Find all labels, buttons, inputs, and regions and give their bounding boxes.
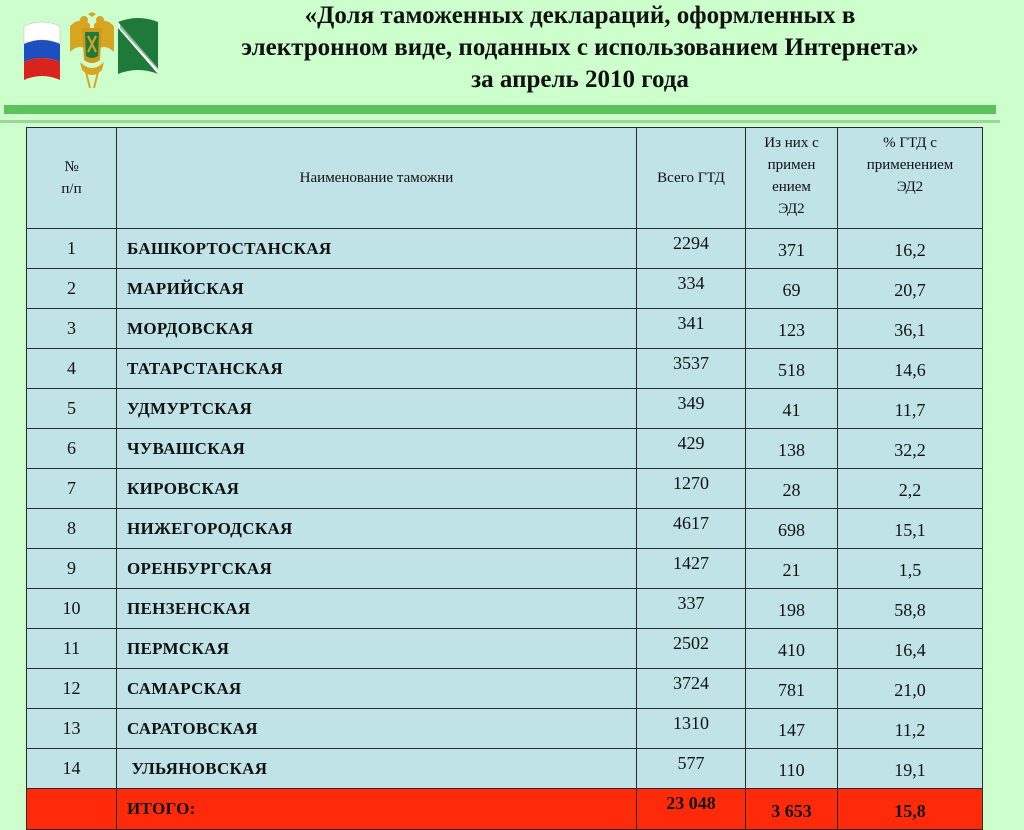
cell-name: БАШКОРТОСТАНСКАЯ: [117, 229, 637, 269]
cell-total: 4617: [637, 509, 746, 549]
cell-ed2: 69: [746, 269, 838, 309]
table-row: [27, 229, 983, 269]
cell-total: 1427: [637, 549, 746, 589]
table-row: [27, 469, 983, 509]
table-row: [27, 309, 983, 349]
cell-pct: 16,4: [838, 629, 983, 669]
header-total: Всего ГТД: [637, 128, 746, 229]
cell-pct: 11,2: [838, 709, 983, 749]
table-row: [27, 549, 983, 589]
table-row: [27, 669, 983, 709]
cell-num: 10: [27, 589, 117, 629]
cell-total: 429: [637, 429, 746, 469]
cell-ed2: 28: [746, 469, 838, 509]
table-row: [27, 629, 983, 669]
cell-ed2: 198: [746, 589, 838, 629]
cell-name: КИРОВСКАЯ: [117, 469, 637, 509]
header-ed2: Из них с примен ением ЭД2: [746, 128, 838, 229]
cell-name: ОРЕНБУРГСКАЯ: [117, 549, 637, 589]
cell-num: 2: [27, 269, 117, 309]
cell-pct: 2,2: [838, 469, 983, 509]
cell-name: ЧУВАШСКАЯ: [117, 429, 637, 469]
cell-total: 3724: [637, 669, 746, 709]
cell-name: УДМУРТСКАЯ: [117, 389, 637, 429]
cell-ed2: 410: [746, 629, 838, 669]
title-line-3: за апрель 2010 года: [471, 66, 689, 93]
cell-num: 13: [27, 709, 117, 749]
summary-total: 23 048: [637, 789, 746, 830]
cell-name: САРАТОВСКАЯ: [117, 709, 637, 749]
cell-name: МАРИЙСКАЯ: [117, 269, 637, 309]
summary-label: ИТОГО:: [117, 789, 637, 830]
header-num: № п/п: [27, 128, 117, 229]
cell-num: 3: [27, 309, 117, 349]
cell-total: 2502: [637, 629, 746, 669]
table-row: [27, 349, 983, 389]
cell-pct: 20,7: [838, 269, 983, 309]
cell-name: НИЖЕГОРОДСКАЯ: [117, 509, 637, 549]
cell-pct: 1,5: [838, 549, 983, 589]
table-row: [27, 269, 983, 309]
cell-total: 337: [637, 589, 746, 629]
cell-pct: 14,6: [838, 349, 983, 389]
cell-num: 8: [27, 509, 117, 549]
cell-total: 577: [637, 749, 746, 789]
cell-num: 14: [27, 749, 117, 789]
cell-pct: 21,0: [838, 669, 983, 709]
cell-pct: 16,2: [838, 229, 983, 269]
table-row: [27, 709, 983, 749]
cell-ed2: 138: [746, 429, 838, 469]
title-line-2: электронном виде, поданных с использованием Интернета»: [241, 34, 919, 61]
eagle-emblem-icon: [70, 12, 114, 88]
cell-num: 6: [27, 429, 117, 469]
cell-num: 5: [27, 389, 117, 429]
cell-name: ТАТАРСТАНСКАЯ: [117, 349, 637, 389]
customs-table: [26, 127, 983, 830]
cell-num: 7: [27, 469, 117, 509]
header-name: Наименование таможни: [117, 128, 637, 229]
table-header-row: [27, 128, 983, 229]
table-row: [27, 749, 983, 789]
cell-ed2: 698: [746, 509, 838, 549]
cell-ed2: 21: [746, 549, 838, 589]
cell-total: 2294: [637, 229, 746, 269]
cell-pct: 19,1: [838, 749, 983, 789]
cell-total: 341: [637, 309, 746, 349]
header-pct: % ГТД с применением ЭД2: [838, 128, 983, 229]
cell-num: 9: [27, 549, 117, 589]
cell-ed2: 41: [746, 389, 838, 429]
summary-num: [27, 789, 117, 830]
cell-total: 1310: [637, 709, 746, 749]
cell-total: 3537: [637, 349, 746, 389]
cell-ed2: 110: [746, 749, 838, 789]
cell-total: 334: [637, 269, 746, 309]
cell-ed2: 147: [746, 709, 838, 749]
cell-total: 349: [637, 389, 746, 429]
cell-num: 1: [27, 229, 117, 269]
cell-name: МОРДОВСКАЯ: [117, 309, 637, 349]
cell-name: УЛЬЯНОВСКАЯ: [117, 749, 637, 789]
cell-pct: 58,8: [838, 589, 983, 629]
customs-flag-icon: [118, 18, 158, 74]
summary-row: [27, 789, 983, 830]
cell-pct: 32,2: [838, 429, 983, 469]
cell-pct: 11,7: [838, 389, 983, 429]
cell-name: ПЕРМСКАЯ: [117, 629, 637, 669]
cell-num: 4: [27, 349, 117, 389]
cell-num: 11: [27, 629, 117, 669]
russian-flag-icon: [24, 22, 60, 80]
table-row: [27, 389, 983, 429]
cell-ed2: 781: [746, 669, 838, 709]
cell-num: 12: [27, 669, 117, 709]
cell-ed2: 123: [746, 309, 838, 349]
summary-ed2: 3 653: [746, 789, 838, 830]
cell-ed2: 518: [746, 349, 838, 389]
table-row: [27, 509, 983, 549]
title-line-1: «Доля таможенных деклараций, оформленных в: [304, 2, 856, 29]
cell-total: 1270: [637, 469, 746, 509]
accent-bar: [4, 105, 996, 114]
table-row: [27, 589, 983, 629]
cell-pct: 15,1: [838, 509, 983, 549]
accent-divider: [0, 120, 1000, 123]
customs-emblem-icon: [22, 12, 160, 92]
table-row: [27, 429, 983, 469]
cell-pct: 36,1: [838, 309, 983, 349]
cell-name: САМАРСКАЯ: [117, 669, 637, 709]
page-title: [175, 0, 985, 96]
cell-ed2: 371: [746, 229, 838, 269]
summary-pct: 15,8: [838, 789, 983, 830]
cell-name: ПЕНЗЕНСКАЯ: [117, 589, 637, 629]
